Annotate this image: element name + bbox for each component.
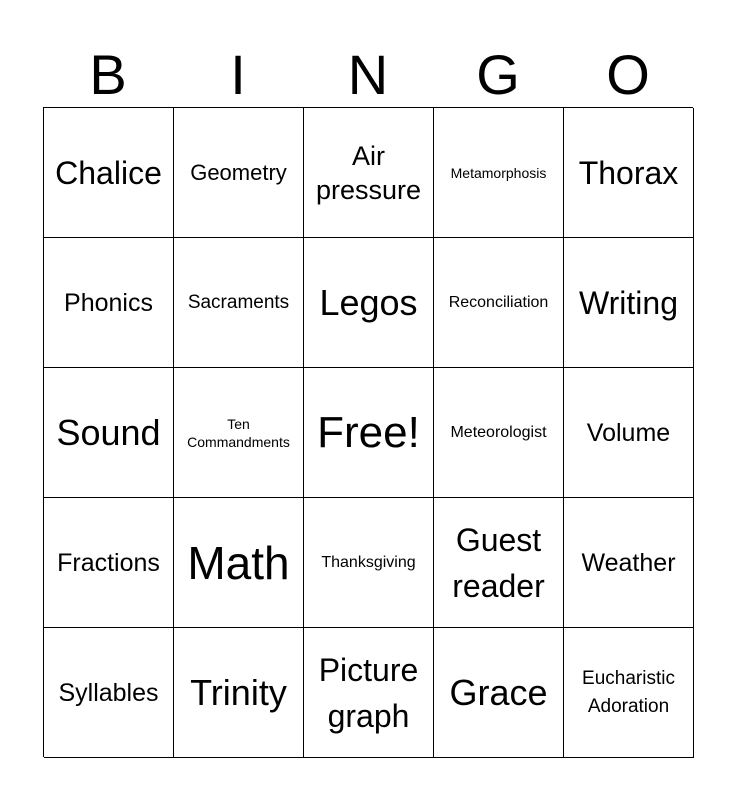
cell-label: Thorax — [578, 154, 679, 191]
bingo-board — [43, 107, 693, 757]
bingo-cell[interactable] — [304, 238, 434, 368]
bingo-cell[interactable] — [174, 238, 304, 368]
bingo-cell[interactable] — [564, 368, 694, 498]
bingo-cell[interactable] — [304, 628, 434, 758]
cell-label: Sound — [56, 411, 161, 453]
bingo-header — [43, 44, 693, 106]
bingo-cell[interactable] — [434, 238, 564, 368]
bingo-cell[interactable] — [174, 498, 304, 628]
bingo-cell[interactable] — [174, 628, 304, 758]
cell-label: Meteorologist — [450, 423, 547, 441]
cell-label: Metamorphosis — [450, 164, 547, 181]
header-letter-n: N — [347, 43, 389, 106]
bingo-cell[interactable] — [44, 498, 174, 628]
cell-label: Legos — [319, 281, 418, 323]
bingo-cell[interactable] — [564, 498, 694, 628]
cell-label: Fractions — [57, 548, 160, 577]
bingo-cell[interactable] — [44, 628, 174, 758]
cell-label: Writing — [579, 284, 678, 321]
cell-label: Eucharistic Adoration — [582, 667, 675, 717]
cell-label: Volume — [586, 418, 671, 447]
header-letter-g: G — [476, 43, 520, 106]
cell-label: Math — [187, 536, 290, 589]
bingo-cell[interactable] — [564, 108, 694, 238]
bingo-cell[interactable] — [434, 498, 564, 628]
bingo-cell[interactable] — [434, 628, 564, 758]
cell-label: Picture graph — [318, 651, 419, 734]
bingo-cell[interactable] — [44, 108, 174, 238]
cell-label: Geometry — [190, 159, 287, 185]
bingo-cell[interactable] — [564, 628, 694, 758]
bingo-cell[interactable] — [434, 368, 564, 498]
cell-label: Syllables — [58, 678, 159, 707]
cell-label: Guest reader — [452, 521, 545, 604]
bingo-cell[interactable] — [304, 498, 434, 628]
bingo-cell[interactable] — [174, 108, 304, 238]
cell-label: Phonics — [64, 288, 153, 317]
cell-label: Weather — [581, 548, 676, 577]
cell-label: Grace — [449, 671, 548, 713]
bingo-cell[interactable] — [44, 238, 174, 368]
cell-label: Thanksgiving — [321, 553, 416, 571]
header-letter-i: I — [230, 43, 246, 106]
header-letter-o: O — [606, 43, 650, 106]
cell-label: Ten Commandments — [187, 415, 290, 450]
cell-label: Chalice — [55, 154, 162, 191]
header-letter-b: B — [89, 43, 127, 106]
free-space-cell[interactable] — [304, 368, 434, 498]
cell-label: Reconciliation — [448, 293, 549, 311]
free-space-label: Free! — [317, 407, 420, 457]
bingo-cell[interactable] — [304, 108, 434, 238]
cell-label: Sacraments — [187, 292, 290, 313]
cell-label: Trinity — [190, 671, 287, 713]
bingo-cell[interactable] — [174, 368, 304, 498]
bingo-cell[interactable] — [44, 368, 174, 498]
cell-label: Air pressure — [315, 140, 422, 205]
bingo-cell[interactable] — [434, 108, 564, 238]
bingo-cell[interactable] — [564, 238, 694, 368]
